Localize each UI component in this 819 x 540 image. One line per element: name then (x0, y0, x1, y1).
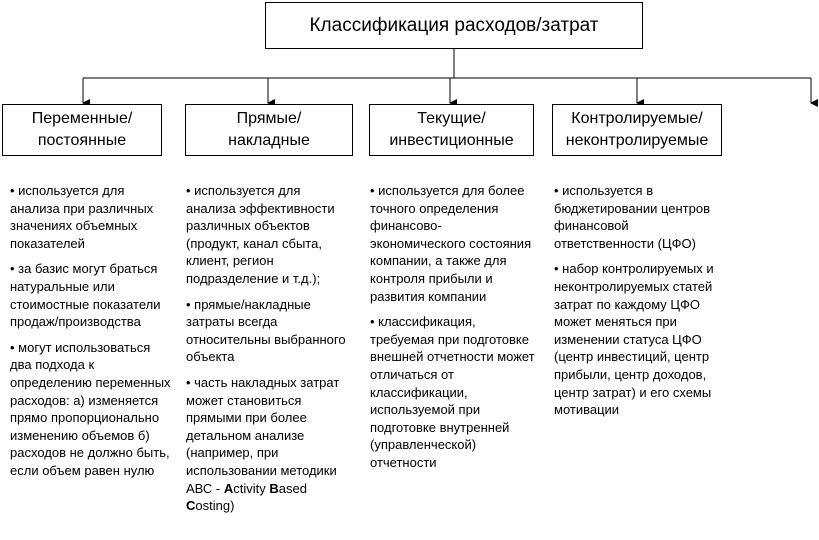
bullet: • используется в бюджетировании центров финансовой ответственности (ЦФО) (554, 183, 710, 251)
category-label-line1: Переменные/ (31, 110, 133, 127)
category-label-line2: инвестиционные (389, 132, 514, 149)
bullet: • могут использоваться два подхода к определению переменных расходов: а) изменяется прямо пропорционально изменению объемов б) расходов не должно быть, если объем равен нулю (10, 339, 171, 478)
category-label-line2: неконтролируемые (565, 132, 709, 149)
notes-variable-fixed (10, 182, 175, 488)
bullet: • часть накладных затрат может становиться прямыми при более детальном анализе (например, при использовании методики АВС - Activity Based Costing) (186, 374, 340, 514)
bullet: • классификация, требуемая при подготовке внешней отчетности может отличаться от классификации, используемой при подготовке внутренней (управленческой) отчетности (370, 314, 535, 470)
category-controllable (552, 104, 722, 156)
bullet: • прямые/накладные затраты всегда относительны выбранного объекта (186, 296, 346, 365)
category-current-investment (369, 104, 534, 156)
bullet: • за базис могут браться натуральные или стоимостные показатели продаж/производства (10, 261, 161, 330)
category-label-line1: Текущие/ (417, 110, 486, 127)
category-label-line1: Контролируемые/ (571, 110, 703, 127)
notes-controllable (554, 182, 714, 427)
category-label-line2: накладные (228, 132, 310, 149)
category-label-line1: Прямые/ (236, 110, 302, 127)
diagram-title: Классификация расходов/затрат (265, 2, 643, 49)
notes-direct-overhead (186, 182, 353, 523)
bullet: • используется для более точного определения финансово-экономического состояния компании, а также для контроля прибыли и развития компании (370, 183, 532, 304)
category-variable-fixed (2, 104, 162, 156)
bullet: • используется для анализа эффективности различных объектов (продукт, канал сбыта, клиент, регион подразделение и т.д.); (186, 183, 335, 286)
category-label-line2: постоянные (37, 132, 127, 149)
bullet: • набор контролируемых и неконтролируемых статей затрат по каждому ЦФО может меняться при изменении статуса ЦФО (центр инвестиций, центр прибыли, центр доходов, центр затрат) и его схемы мотивации (554, 261, 714, 418)
bullet: • используется для анализа при различных значениях объемных показателей (10, 183, 154, 251)
notes-current-investment (370, 182, 535, 480)
category-direct-overhead (185, 104, 353, 156)
